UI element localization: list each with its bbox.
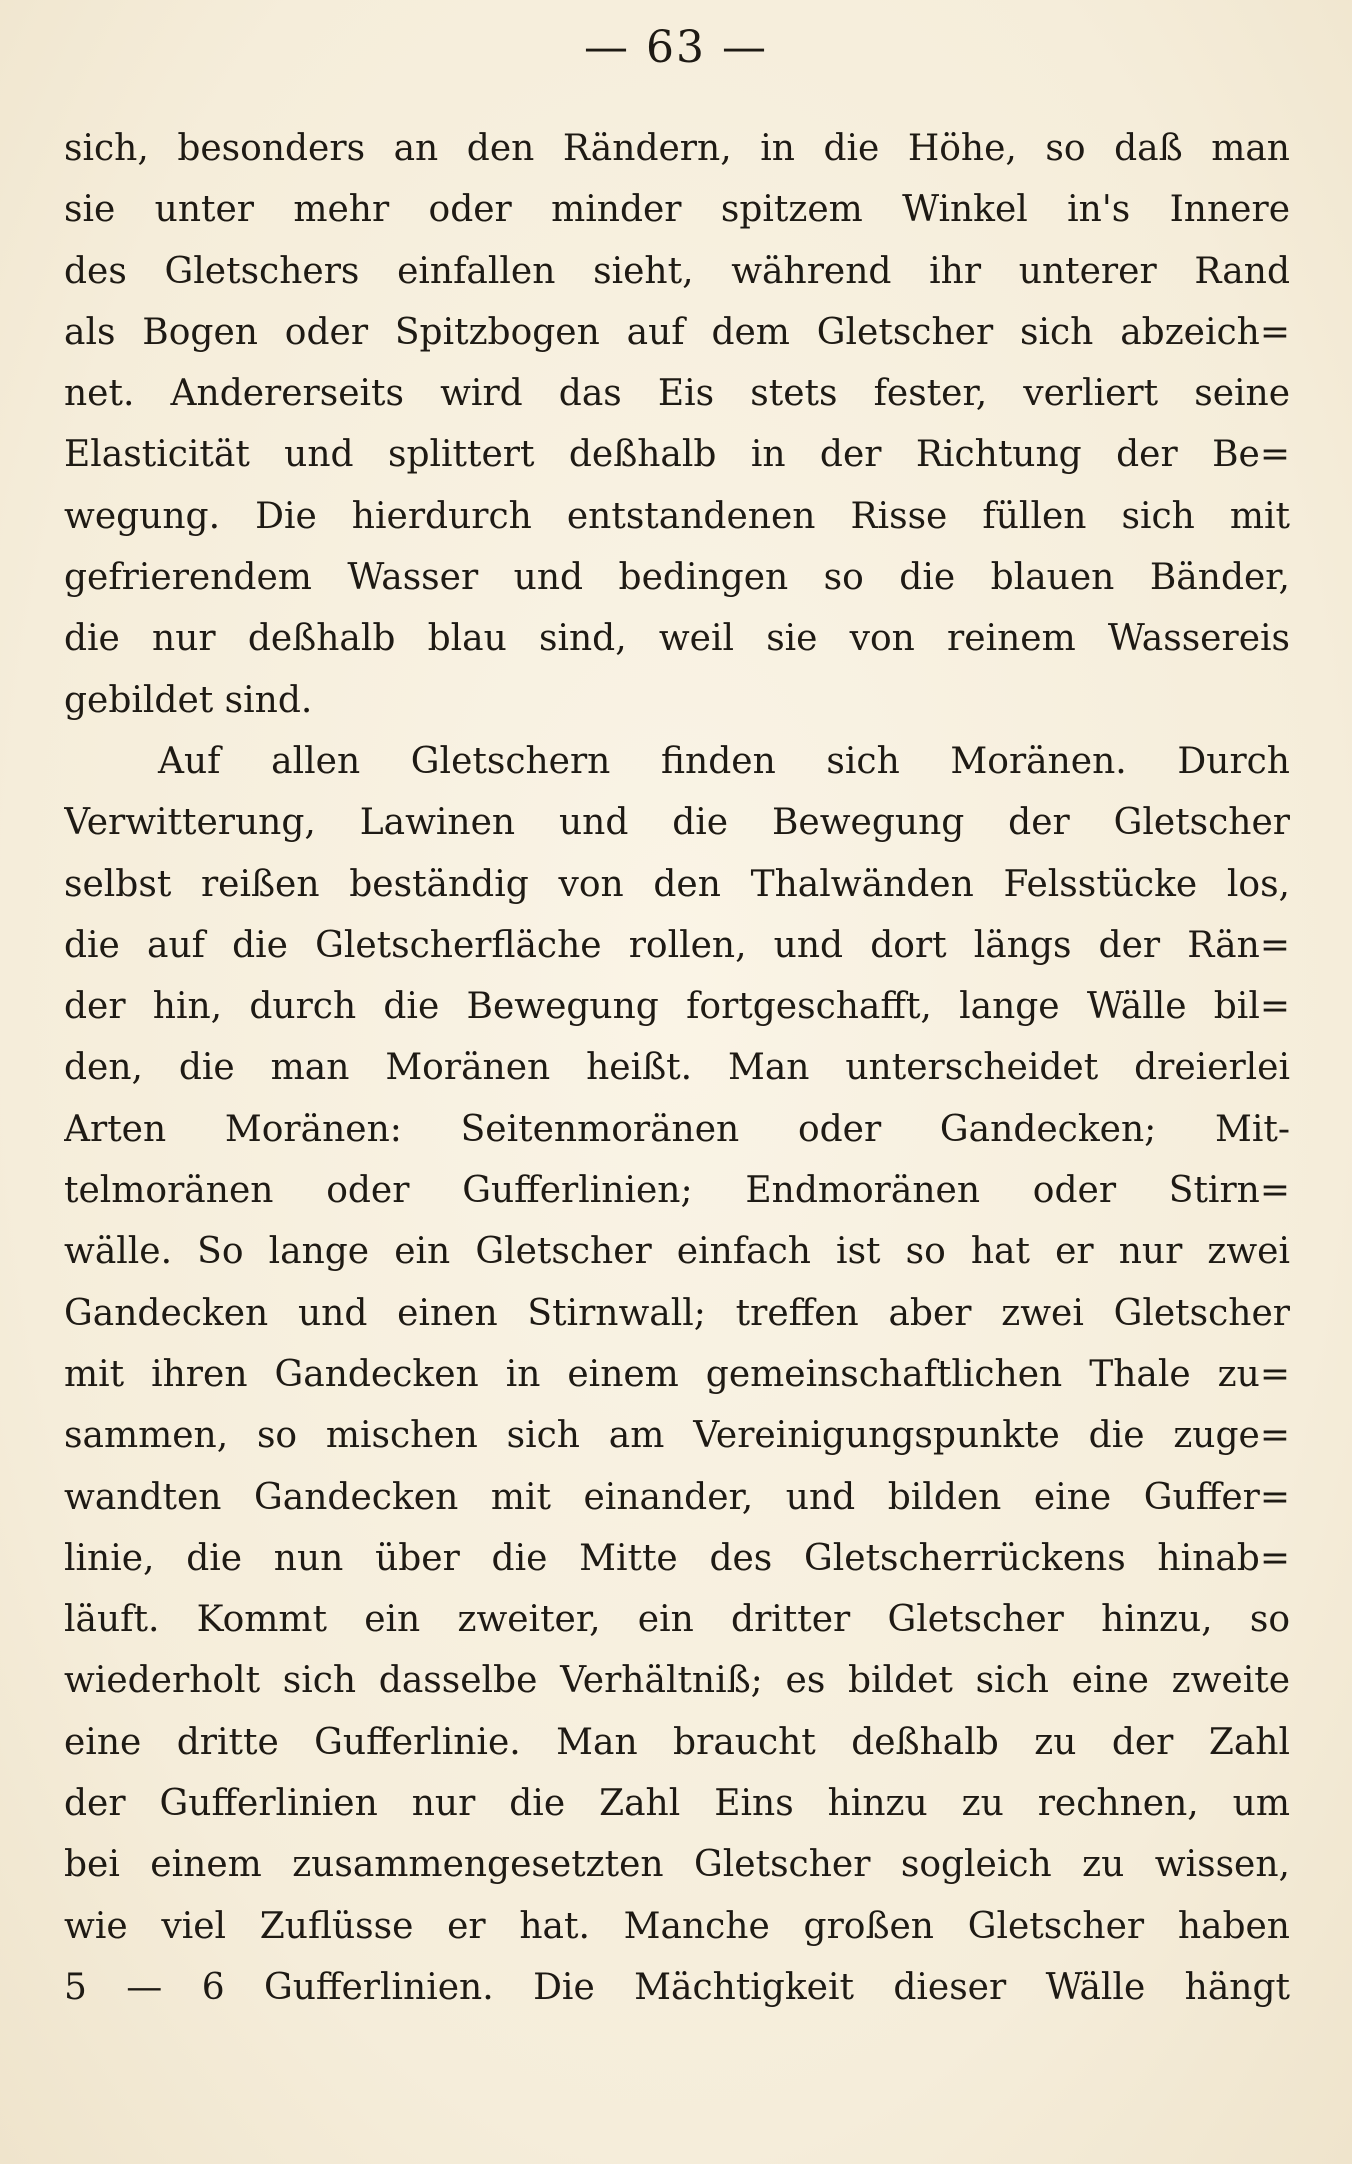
text-line: gebildet sind. [64,679,313,721]
text-line: läuft. Kommt ein zweiter, ein dritter Gletscher hinzu, so [64,1599,1290,1641]
text-line: bei einem zusammengesetzten Gletscher sogleich zu wissen, [64,1844,1290,1886]
text-line: Verwitterung, Lawinen und die Bewegung der Gletscher [64,802,1290,844]
text-line: linie, die nun über die Mitte des Gletscherrückens hinab= [64,1537,1290,1579]
text-line: wandten Gandecken mit einander, und bilden eine Guffer= [64,1476,1290,1518]
text-line: sie unter mehr oder minder spitzem Winkel in's Innere [64,189,1290,231]
text-line: Auf allen Gletschern finden sich Moränen. Durch [158,740,1290,782]
text-line: sich, besonders an den Rändern, in die Höhe, so daß man [64,128,1290,169]
text-line: sammen, so mischen sich am Vereinigungspunkte die zuge= [64,1415,1290,1457]
text-line: 5 — 6 Gufferlinien. Die Mächtigkeit dieser Wälle hängt [64,1966,1290,2008]
text-line: Elasticität und splittert deßhalb in der Richtung der Be= [64,434,1290,476]
page-number: — 63 — [584,22,768,73]
text-line: net. Andererseits wird das Eis stets fester, verliert seine [64,373,1290,415]
text-line: wälle. So lange ein Gletscher einfach ist so hat er nur zwei [64,1231,1290,1273]
text-line: wegung. Die hierdurch entstandenen Risse füllen sich mit [64,495,1290,537]
text-line: des Gletschers einfallen sieht, während ihr unterer Rand [64,250,1290,292]
text-line: der Gufferlinien nur die Zahl Eins hinzu zu rechnen, um [64,1783,1290,1825]
text-line: telmoränen oder Gufferlinien; Endmoränen oder Stirn= [64,1170,1290,1212]
text-line: Gandecken und einen Stirnwall; treffen aber zwei Gletscher [64,1292,1290,1334]
text-line: der hin, durch die Bewegung fortgeschafft, lange Wälle bil= [64,986,1290,1028]
body-text [64,118,1290,2018]
text-line: wie viel Zuflüsse er hat. Manche großen Gletscher haben [64,1905,1290,1947]
text-line: als Bogen oder Spitzbogen auf dem Gletscher sich abzeich= [64,311,1290,353]
text-line: gefrierendem Wasser und bedingen so die blauen Bänder, [64,557,1290,599]
text-line: Arten Moränen: Seitenmoränen oder Gandecken; Mit- [64,1108,1290,1150]
text-line: selbst reißen beständig von den Thalwänden Felsstücke los, [64,863,1290,905]
text-line: eine dritte Gufferlinie. Man braucht deßhalb zu der Zahl [64,1721,1290,1763]
text-line: wiederholt sich dasselbe Verhältniß; es bildet sich eine zweite [64,1660,1290,1702]
text-line: den, die man Moränen heißt. Man unterscheidet dreierlei [64,1047,1290,1089]
text-line: die nur deßhalb blau sind, weil sie von reinem Wassereis [64,618,1290,660]
text-line: die auf die Gletscherfläche rollen, und dort längs der Rän= [64,924,1290,966]
text-line: mit ihren Gandecken in einem gemeinschaftlichen Thale zu= [64,1353,1290,1395]
